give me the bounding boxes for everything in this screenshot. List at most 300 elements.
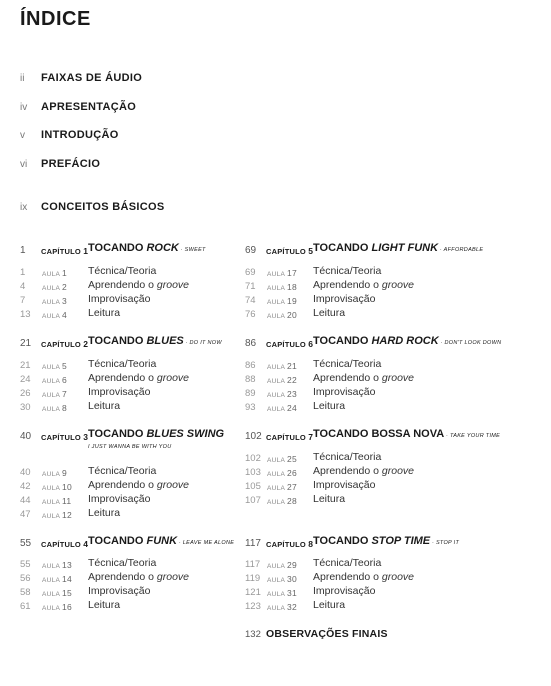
toc-page-number: 74 [245,295,256,306]
toc-page-number: 86 [245,360,256,371]
chapter-number: 1 [83,246,89,256]
chapter-subtitle: · AFFORDABLE [438,247,484,253]
lesson-title-text: Aprendendo o [88,372,157,384]
lesson-title [313,358,381,370]
toc-page-number: 40 [20,467,31,478]
chapter-title [88,242,206,254]
chapter-word: CAPÍTULO [41,340,81,349]
lesson-number: 19 [286,296,297,306]
chapter-title-main: TOCANDO [313,242,372,254]
toc-front-item[interactable] [20,102,320,118]
lesson-number: 7 [61,389,67,399]
toc-page-number: 93 [245,402,256,413]
lesson-number: 3 [61,296,67,306]
lesson-item[interactable] [245,265,535,279]
toc-page-number: 123 [245,601,261,612]
lesson-number: 25 [286,454,297,464]
lesson-title-text: Aprendendo o [88,479,157,491]
lesson-title-text: Improvisação [88,493,151,505]
lesson-number: 4 [61,310,67,320]
lesson-item[interactable] [245,599,535,613]
lesson-title-text: Aprendendo o [88,279,157,291]
toc-page-number: 40 [20,431,32,442]
toc-page-number: 89 [245,388,256,399]
toc-page-number: 26 [20,388,31,399]
lesson-title-italic: groove [381,465,415,477]
lesson-label [42,482,72,492]
chapter-title-main: TOCANDO [88,535,147,547]
lesson-item[interactable] [245,451,535,465]
lesson-title-text: Leitura [313,493,346,505]
lesson-label [42,375,67,385]
chapter-number: 8 [308,539,314,549]
chapter-title-style: LIGHT FUNK [371,242,439,254]
lesson-number: 10 [61,482,72,492]
lesson-title-text: Leitura [88,599,121,611]
chapter-title [313,428,500,440]
lesson-label [267,361,297,371]
lesson-title [313,293,375,305]
chapter-word: CAPÍTULO [41,540,81,549]
lesson-title-text: Improvisação [88,386,151,398]
lesson-title-italic: groove [381,571,415,583]
chapter-title [313,335,501,347]
lesson-item[interactable] [245,585,535,599]
toc-page-number: 4 [20,281,26,292]
toc-page-number: 55 [20,538,32,549]
toc-page-number: 102 [245,431,262,442]
toc-page-number: 56 [20,573,31,584]
lesson-number: 1 [61,268,67,278]
lesson-word: AULA [42,313,60,320]
lesson-word: AULA [42,499,60,506]
lesson-title-text: Improvisação [88,585,151,597]
chapter-title-main: TOCANDO [88,428,147,440]
chapter-subtitle: · DON'T LOOK DOWN [438,340,502,346]
lesson-title-italic: groove [156,279,190,291]
lesson-number: 13 [61,560,72,570]
lesson-word: AULA [42,406,60,413]
lesson-title [313,451,381,463]
lesson-title [88,557,156,569]
lesson-number: 30 [286,574,297,584]
chapter-word: CAPÍTULO [266,247,306,256]
lesson-title-text: Improvisação [313,386,376,398]
lesson-title [313,557,381,569]
lesson-title [313,372,414,384]
chapter-number: 5 [308,246,314,256]
lesson-title [88,465,156,477]
lesson-label [267,282,297,292]
toc-page-number: 30 [20,402,31,413]
lesson-title-text: Aprendendo o [313,372,382,384]
toc-final-item[interactable] [245,628,545,644]
lesson-word: AULA [42,378,60,385]
chapter-word: CAPÍTULO [266,540,306,549]
lesson-title [88,372,189,384]
lesson-title [88,358,156,370]
lesson-title [313,585,375,597]
lesson-title-text: Improvisação [313,585,376,597]
lesson-word: AULA [42,577,60,584]
lesson-number: 2 [61,282,67,292]
lesson-number: 24 [286,403,297,413]
chapter-block [245,242,535,320]
toc-page-number: 55 [20,559,31,570]
lesson-number: 14 [61,574,72,584]
chapter-subtitle: · DO IT NOW [183,340,222,346]
lesson-word: AULA [267,499,285,506]
toc-page-number: 47 [20,509,31,520]
lesson-word: AULA [267,577,285,584]
lesson-item[interactable] [245,571,535,585]
lesson-number: 9 [61,468,67,478]
lesson-item[interactable] [245,372,535,386]
page-title: ÍNDICE [20,8,91,30]
lesson-word: AULA [267,378,285,385]
toc-page-number: 7 [20,295,26,306]
lesson-title-text: Leitura [88,400,121,412]
lesson-word: AULA [42,485,60,492]
lesson-label [267,403,297,413]
toc-page-number: 88 [245,374,256,385]
lesson-title [313,400,345,412]
lesson-item[interactable] [245,479,535,493]
lesson-title [313,265,381,277]
toc-label: CONCEITOS BÁSICOS [41,201,165,213]
chapter-label [41,246,88,256]
lesson-title-italic: groove [156,479,190,491]
lesson-title-text: Técnica/Teoria [88,465,157,477]
lesson-title-text: Leitura [313,400,346,412]
lesson-title-italic: groove [156,372,190,384]
lesson-number: 6 [61,375,67,385]
lesson-word: AULA [42,471,60,478]
toc-front-item[interactable] [20,202,320,218]
lesson-item[interactable] [245,293,535,307]
lesson-title [88,599,120,611]
lesson-item[interactable] [245,358,535,372]
toc-page-number: vi [20,159,28,170]
chapter-word: CAPÍTULO [41,247,81,256]
lesson-word: AULA [267,591,285,598]
lesson-word: AULA [267,485,285,492]
lesson-list [245,557,535,613]
lesson-label [42,361,67,371]
chapter-block [245,335,535,413]
lesson-word: AULA [267,392,285,399]
toc-page-number: 132 [245,629,261,640]
chapter-label [266,246,313,256]
lesson-title [88,293,150,305]
toc-page-number: 71 [245,281,256,292]
lesson-title-text: Aprendendo o [88,571,157,583]
lesson-item[interactable] [245,557,535,571]
toc-page-number: 103 [245,467,261,478]
chapter-title [88,535,234,547]
lesson-title-text: Aprendendo o [313,571,382,583]
lesson-title [313,571,414,583]
lesson-number: 18 [286,282,297,292]
lesson-word: AULA [42,605,60,612]
toc-page-number: 107 [245,495,261,506]
lesson-title-text: Técnica/Teoria [88,557,157,569]
lesson-word: AULA [267,271,285,278]
lesson-word: AULA [267,605,285,612]
lesson-label [42,389,67,399]
chapter-title-main: TOCANDO [88,335,147,347]
toc-page-number: 105 [245,481,261,492]
chapter-block [245,428,535,506]
toc-page-number: 42 [20,481,31,492]
lesson-title-text: Aprendendo o [313,465,382,477]
lesson-title [313,599,345,611]
chapter-title-main: TOCANDO BOSSA NOVA [313,428,445,440]
lesson-list [245,358,535,414]
lesson-title-text: Aprendendo o [313,279,382,291]
lesson-number: 15 [61,588,72,598]
toc-page-number: 24 [20,374,31,385]
lesson-title [88,493,150,505]
lesson-title-text: Técnica/Teoria [313,265,382,277]
chapter-title [313,242,483,254]
lesson-label [267,468,297,478]
toc-page-number: 69 [245,245,257,256]
lesson-number: 27 [286,482,297,492]
lesson-item[interactable] [245,493,535,507]
lesson-word: AULA [267,313,285,320]
toc-page-number: ix [20,202,28,213]
lesson-word: AULA [267,471,285,478]
lesson-label [267,574,297,584]
toc-page-number: 121 [245,587,261,598]
chapter-title-style: BLUES [146,335,184,347]
lesson-item[interactable] [245,400,535,414]
lesson-number: 23 [286,389,297,399]
lesson-title [88,571,189,583]
lesson-word: AULA [42,563,60,570]
lesson-title-text: Técnica/Teoria [88,265,157,277]
lesson-title-text: Leitura [313,599,346,611]
lesson-label [42,268,67,278]
toc-page-number: v [20,130,25,141]
lesson-number: 11 [61,496,72,506]
lesson-title [88,479,189,491]
toc-label: INTRODUÇÃO [41,129,119,141]
chapter-number: 4 [83,539,89,549]
chapter-title-style: BLUES SWING [146,428,225,440]
toc-page-number: 117 [245,538,261,549]
lesson-item[interactable] [245,307,535,321]
lesson-word: AULA [267,563,285,570]
lesson-label [42,560,72,570]
lesson-label [42,602,72,612]
chapter-title [88,428,224,440]
toc-front-item[interactable] [20,130,320,146]
toc-label: OBSERVAÇÕES FINAIS [266,628,388,640]
lesson-number: 21 [286,361,297,371]
lesson-label [42,510,72,520]
lesson-title [88,386,150,398]
lesson-number: 22 [286,375,297,385]
lesson-number: 5 [61,361,67,371]
toc-page-number: 44 [20,495,31,506]
lesson-word: AULA [267,299,285,306]
chapter-word: CAPÍTULO [41,433,81,442]
toc-page-number: 76 [245,309,256,320]
toc-page-number: iv [20,102,28,113]
lesson-title-italic: groove [381,372,415,384]
lesson-label [267,310,297,320]
lesson-label [267,560,297,570]
lesson-title-text: Improvisação [88,293,151,305]
chapter-title-main: TOCANDO [313,535,372,547]
chapter-title-style: FUNK [146,535,178,547]
chapter-number: 2 [83,339,89,349]
lesson-word: AULA [42,299,60,306]
lesson-item[interactable] [245,465,535,479]
chapter-title [88,335,222,347]
chapter-subtitle: · TAKE YOUR TIME [444,433,501,439]
lesson-title [313,479,375,491]
lesson-title-text: Improvisação [313,479,376,491]
toc-page-number: 58 [20,587,31,598]
chapter-subtitle-line: I JUST WANNA BE WITH YOU [88,444,172,450]
chapter-title-main: TOCANDO [88,242,147,254]
lesson-number: 28 [286,496,297,506]
lesson-title [313,465,414,477]
chapter-title-style: STOP TIME [371,535,431,547]
toc-page-number: 102 [245,453,261,464]
toc-page-number: 13 [20,309,31,320]
lesson-word: AULA [42,285,60,292]
lesson-label [42,403,67,413]
chapter-label [41,432,88,442]
chapter-label [266,432,313,442]
lesson-title [88,507,120,519]
toc-page-number: 69 [245,267,256,278]
toc-label: FAIXAS DE ÁUDIO [41,72,143,84]
toc-page-number: 117 [245,559,261,570]
chapter-label [266,539,313,549]
toc-page-number: 86 [245,338,257,349]
lesson-number: 26 [286,468,297,478]
toc-page-number: 1 [20,267,26,278]
lesson-word: AULA [42,392,60,399]
chapter-label [266,339,313,349]
lesson-label [42,574,72,584]
lesson-word: AULA [42,364,60,371]
lesson-label [267,454,297,464]
lesson-title [313,307,345,319]
lesson-label [42,588,72,598]
chapter-subtitle: · SWEET [178,247,206,253]
lesson-title [88,307,120,319]
lesson-label [267,496,297,506]
chapter-word: CAPÍTULO [266,433,306,442]
lesson-number: 20 [286,310,297,320]
toc-label: PREFÁCIO [41,158,101,170]
lesson-label [267,296,297,306]
chapter-title-main: TOCANDO [313,335,372,347]
lesson-label [267,588,297,598]
lesson-title [313,386,375,398]
lesson-title-italic: groove [156,571,190,583]
lesson-label [42,310,67,320]
lesson-list [245,265,535,321]
lesson-title-text: Técnica/Teoria [313,358,382,370]
chapter-heading[interactable] [245,429,535,445]
lesson-item[interactable] [245,279,535,293]
lesson-title [313,279,414,291]
lesson-title-text: Improvisação [313,293,376,305]
lesson-title-text: Leitura [88,307,121,319]
lesson-label [267,602,297,612]
toc-page-number: 61 [20,601,31,612]
chapter-title-style: ROCK [146,242,179,254]
chapter-heading[interactable] [245,336,535,352]
lesson-item[interactable] [20,507,310,521]
chapter-number: 6 [308,339,314,349]
lesson-label [267,268,297,278]
lesson-label [42,296,67,306]
toc-page-number: 119 [245,573,261,584]
toc-front-item[interactable] [20,159,320,175]
lesson-title [88,265,156,277]
lesson-word: AULA [267,457,285,464]
chapter-word: CAPÍTULO [266,340,306,349]
chapter-number: 3 [83,432,89,442]
lesson-title-text: Técnica/Teoria [313,451,382,463]
lesson-word: AULA [267,406,285,413]
toc-page-number: 21 [20,360,31,371]
lesson-title-text: Técnica/Teoria [313,557,382,569]
lesson-title [313,493,345,505]
chapter-heading[interactable] [245,536,535,552]
toc-page-number: 21 [20,338,32,349]
chapter-title [313,535,459,547]
lesson-title-text: Leitura [313,307,346,319]
chapter-label [41,539,88,549]
lesson-label [267,389,297,399]
lesson-title-text: Leitura [88,507,121,519]
lesson-word: AULA [42,271,60,278]
lesson-number: 17 [286,268,297,278]
lesson-title-italic: groove [381,279,415,291]
lesson-word: AULA [42,591,60,598]
lesson-label [42,496,71,506]
lesson-number: 32 [286,602,297,612]
lesson-list [245,451,535,507]
lesson-word: AULA [267,285,285,292]
lesson-number: 29 [286,560,297,570]
chapter-heading[interactable] [245,243,535,259]
lesson-label [267,482,297,492]
lesson-title-text: Técnica/Teoria [88,358,157,370]
lesson-word: AULA [267,364,285,371]
toc-front-item[interactable] [20,73,320,89]
lesson-number: 12 [61,510,72,520]
lesson-title [88,400,120,412]
lesson-item[interactable] [245,386,535,400]
lesson-word: AULA [42,513,60,520]
lesson-number: 16 [61,602,72,612]
toc-page-number: 1 [20,245,26,256]
toc-label: APRESENTAÇÃO [41,101,137,113]
lesson-number: 8 [61,403,67,413]
chapter-block [245,535,535,612]
lesson-label [42,468,67,478]
